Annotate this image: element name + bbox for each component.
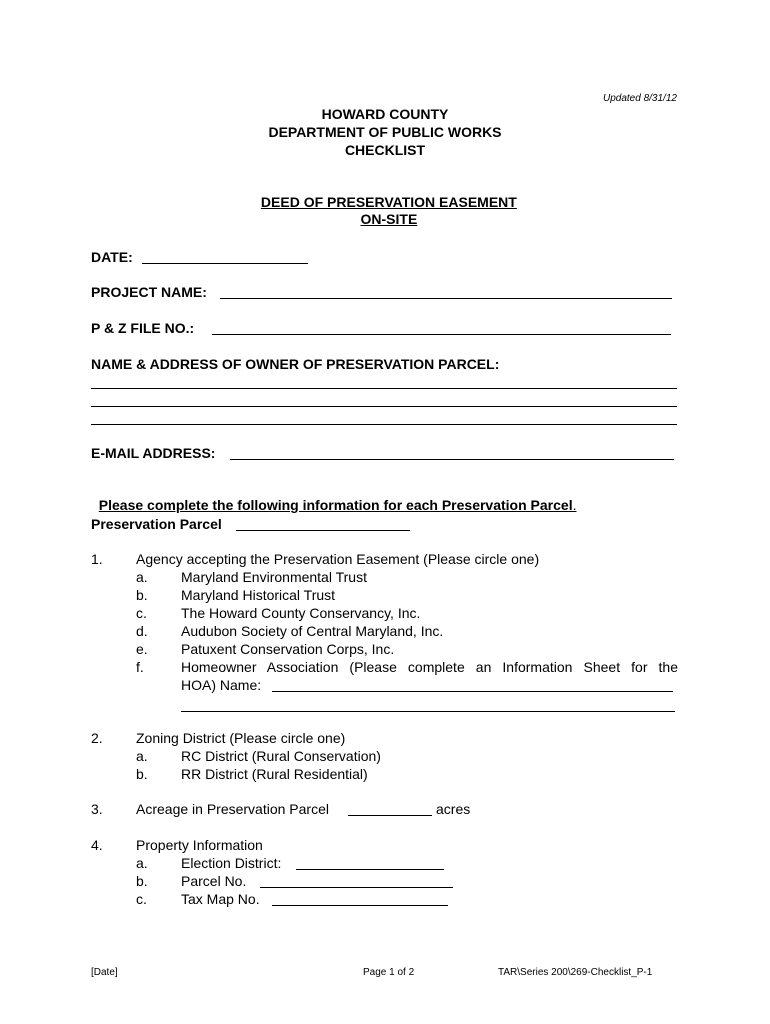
- item1-option-letter: c.: [136, 605, 147, 621]
- item2-option-letter: a.: [136, 748, 148, 764]
- item2-number: 2.: [91, 730, 103, 746]
- item1-option-f-continued: HOA) Name:: [181, 677, 262, 693]
- item1-number: 1.: [91, 551, 103, 567]
- doc-title-line1: DEED OF PRESERVATION EASEMENT: [260, 194, 517, 210]
- owner-label: NAME & ADDRESS OF OWNER OF PRESERVATION PARCEL:: [91, 356, 500, 372]
- pz-file-input-line[interactable]: [212, 334, 671, 335]
- item3-suffix: acres: [436, 801, 471, 817]
- hoa-name-input-line-2[interactable]: [181, 711, 675, 712]
- header-county: HOWARD COUNTY: [321, 106, 449, 122]
- item1-text: Agency accepting the Preservation Easement (Please circle one): [136, 551, 540, 567]
- instruction-text: Please complete the following information for each Preservation Parcel: [98, 497, 573, 513]
- header-department: DEPARTMENT OF PUBLIC WORKS: [268, 124, 502, 140]
- item4-option-text: Parcel No.: [181, 873, 247, 889]
- item1-option-letter: d.: [136, 623, 148, 639]
- parcel-label: Preservation Parcel: [91, 516, 222, 532]
- item2-text: Zoning District (Please circle one): [136, 730, 346, 746]
- item4-option-letter: a.: [136, 855, 148, 871]
- tax-map-input-line[interactable]: [272, 905, 448, 906]
- doc-subtitle: [0, 195, 770, 227]
- footer-page-number: Page 1 of 2: [363, 967, 415, 978]
- email-label: E-MAIL ADDRESS:: [91, 445, 216, 461]
- parcel-no-input-line[interactable]: [260, 887, 453, 888]
- item2-option-text[interactable]: RR District (Rural Residential): [181, 766, 368, 782]
- item1-option-text[interactable]: Homeowner Association (Please complete an Information Sheet for the: [181, 659, 678, 675]
- item2-option-letter: b.: [136, 766, 148, 782]
- item1-option-letter: e.: [136, 641, 148, 657]
- parcel-input-line[interactable]: [236, 530, 410, 531]
- doc-title-line2: ON-SITE: [360, 211, 418, 227]
- instruction-period: .: [572, 497, 577, 513]
- item2-option-text[interactable]: RC District (Rural Conservation): [181, 748, 381, 764]
- date-input-line[interactable]: [142, 263, 308, 264]
- item1-option-text[interactable]: Audubon Society of Central Maryland, Inc.: [181, 623, 444, 639]
- item3-text: Acreage in Preservation Parcel: [136, 801, 329, 817]
- item4-text: Property Information: [136, 837, 263, 853]
- item1-option-letter: a.: [136, 569, 148, 585]
- footer-date: [Date]: [91, 967, 118, 978]
- owner-input-line-3[interactable]: [91, 424, 677, 425]
- item1-option-text[interactable]: Patuxent Conservation Corps, Inc.: [181, 641, 395, 657]
- email-input-line[interactable]: [230, 459, 674, 460]
- election-district-input-line[interactable]: [296, 869, 444, 870]
- item1-option-text[interactable]: Maryland Historical Trust: [181, 587, 336, 603]
- project-name-input-line[interactable]: [220, 298, 672, 299]
- item4-number: 4.: [91, 837, 103, 853]
- updated-date: Updated 8/31/12: [603, 93, 677, 104]
- item1-option-text[interactable]: The Howard County Conservancy, Inc.: [181, 605, 421, 621]
- item4-option-letter: b.: [136, 873, 148, 889]
- item1-option-text[interactable]: Maryland Environmental Trust: [181, 569, 367, 585]
- header-checklist: CHECKLIST: [344, 142, 426, 158]
- owner-input-line-1[interactable]: [91, 388, 677, 389]
- item3-number: 3.: [91, 801, 103, 817]
- item4-option-text: Tax Map No.: [181, 891, 260, 907]
- hoa-name-input-line-1[interactable]: [272, 691, 673, 692]
- item4-option-letter: c.: [136, 891, 147, 907]
- instruction: [91, 481, 576, 513]
- pz-file-label: P & Z FILE NO.:: [91, 320, 195, 336]
- project-name-label: PROJECT NAME:: [91, 284, 207, 300]
- item1-option-letter: b.: [136, 587, 148, 603]
- acreage-input-line[interactable]: [348, 815, 432, 816]
- footer-document-id: TAR\Series 200\269-Checklist_P-1: [498, 967, 653, 978]
- owner-input-line-2[interactable]: [91, 406, 677, 407]
- item4-option-text: Election District:: [181, 855, 282, 871]
- date-label: DATE:: [91, 249, 133, 265]
- item1-option-letter: f.: [136, 659, 144, 675]
